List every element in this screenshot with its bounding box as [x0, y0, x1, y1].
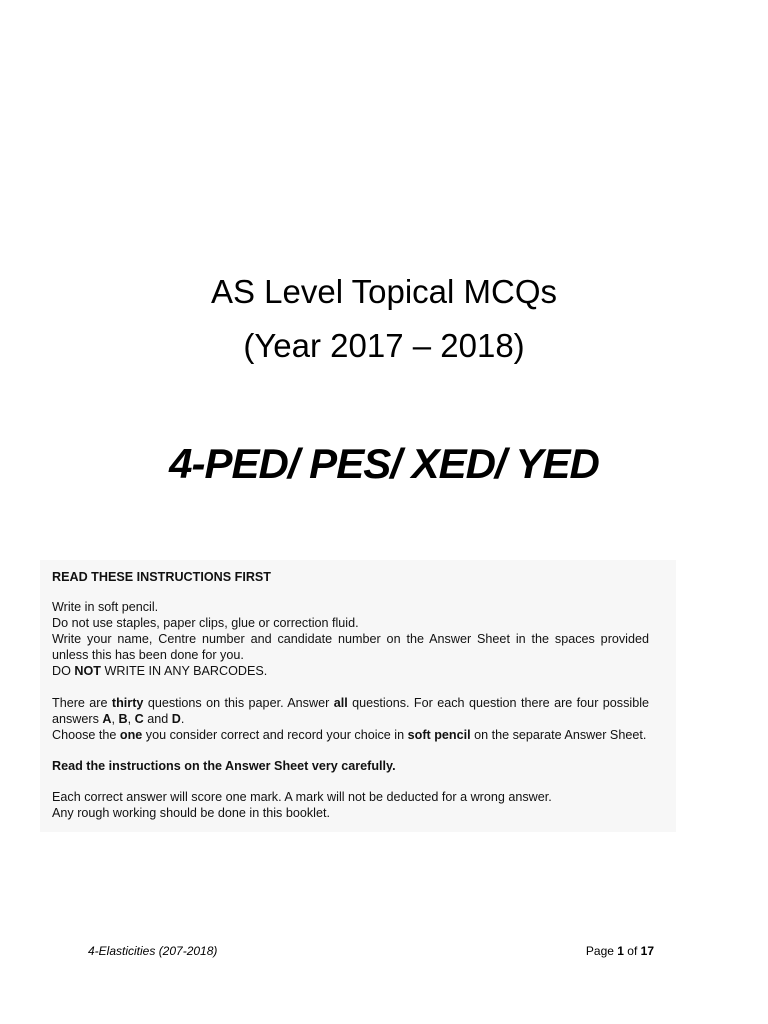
document-title-line-1: AS Level Topical MCQs: [210, 273, 558, 310]
instruction-answer-options: [52, 711, 649, 727]
text-span: questions. For each question there are four possible: [347, 696, 649, 710]
text-span: on the separate Answer Sheet.: [470, 728, 647, 742]
footer-page-number: [586, 943, 654, 959]
text-span: and: [143, 712, 172, 726]
instructions-heading: READ THESE INSTRUCTIONS FIRST: [52, 570, 272, 584]
instructions-text: [52, 569, 649, 821]
page-prefix: Page: [585, 944, 618, 958]
bold-text: D: [171, 712, 181, 726]
footer-document-label: 4-Elasticities (207-2018): [88, 944, 218, 958]
bold-text: A: [102, 712, 112, 726]
page-of: of: [623, 944, 641, 958]
text-span: There are: [52, 696, 112, 710]
text-span: .: [180, 712, 185, 726]
bold-text: C: [134, 712, 144, 726]
text-span: ,: [111, 712, 119, 726]
bold-text: thirty: [111, 696, 144, 710]
instruction-choose-one: [52, 727, 649, 743]
bold-text: NOT: [74, 664, 101, 678]
instruction-read-answer-sheet: Read the instructions on the Answer Sheet very carefully.: [52, 759, 396, 773]
text-span: DO: [52, 664, 75, 678]
instruction-write-name-line-1: Write your name, Centre number and candidate number on the Answer Sheet in the spaces provided: [52, 632, 649, 646]
instruction-barcodes: [52, 663, 649, 679]
bold-text: one: [119, 728, 143, 742]
instruction-scoring: Each correct answer will score one mark. A mark will not be deducted for a wrong answer.: [52, 790, 552, 804]
instructions-panel: [40, 560, 676, 832]
subject-heading: 4-PED/ PES/ XED/ YED: [169, 440, 599, 487]
instruction-write-name-line-2: unless this has been done for you.: [52, 648, 244, 662]
instruction-no-staples: Do not use staples, paper clips, glue or correction fluid.: [52, 616, 359, 630]
text-span: Choose the: [52, 728, 120, 742]
instruction-question-count: [52, 695, 649, 711]
instruction-rough-working: Any rough working should be done in this booklet.: [52, 806, 330, 820]
text-span: answers: [52, 712, 103, 726]
bold-text: B: [118, 712, 128, 726]
text-span: WRITE IN ANY BARCODES.: [100, 664, 268, 678]
document-title-line-2: (Year 2017 – 2018): [243, 327, 525, 364]
page-total: 17: [640, 944, 654, 958]
text-span: ,: [127, 712, 135, 726]
text-span: questions on this paper. Answer: [143, 696, 334, 710]
text-span: you consider correct and record your choice in: [142, 728, 408, 742]
bold-text: all: [333, 696, 348, 710]
instruction-soft-pencil: Write in soft pencil.: [52, 600, 159, 614]
page-current: 1: [617, 944, 624, 958]
bold-text: soft pencil: [407, 728, 471, 742]
